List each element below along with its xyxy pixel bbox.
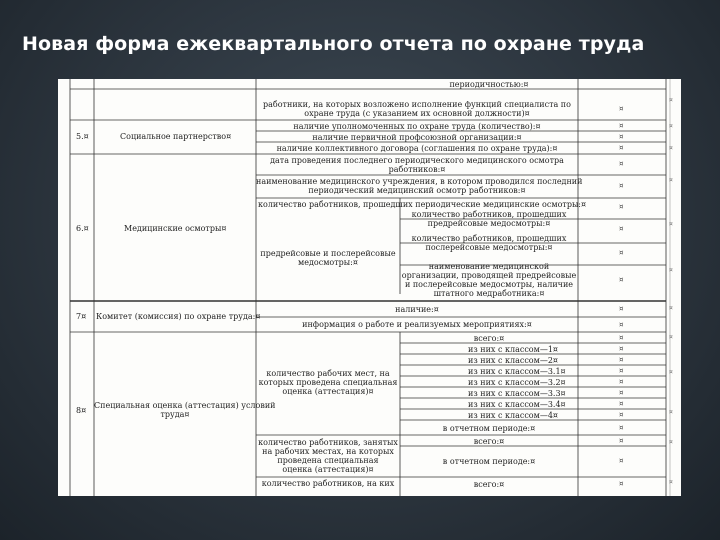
right-margin-mark: ¤ [669,409,673,416]
sec7-number: 7¤ [76,312,87,321]
right-margin-mark: ¤ [669,305,673,312]
sec8-class-row: из них с классом—3.2¤ [468,378,566,387]
row-periodicity: периодичностью:¤ [449,80,529,89]
sec6-med-org-d: штатного медработника:¤ [433,289,545,298]
right-margin-mark: ¤ [669,267,673,274]
value-cell-mark: ¤ [619,160,624,168]
sec6-number: 6.¤ [76,224,89,233]
value-cell-mark: ¤ [619,305,624,313]
sec6-last-exam-date-a: дата проведения последнего периодического медицинского осмотра [270,156,564,165]
sec6-med-org-c: и послерейсовые медосмотры, наличие [404,280,574,289]
sec6-last-exam-date-b: работников:¤ [388,165,446,174]
sec8-class-row: из них с классом—3.4¤ [468,400,566,409]
sec5-number: 5.¤ [76,132,89,141]
sec6-pretrip-count-a: количество работников, прошедших [411,210,567,219]
sec8-workplaces-a: количество рабочих мест, на [266,369,390,378]
sec6-periodic-count: количество работников, прошедших периодические медицинские осмотры:¤ [258,200,587,209]
sec8-class-row: из них с классом—4¤ [468,411,559,420]
value-cell-mark: ¤ [619,133,624,141]
sec6-posttrip-count-a: количество работников, прошедших [411,234,567,243]
slide-title: Новая форма ежеквартального отчета по охране труда [22,33,645,55]
right-margin-mark: ¤ [669,369,673,376]
sec8-class-row: из них с классом—3.1¤ [468,367,566,376]
value-cell-mark: ¤ [619,334,624,342]
value-cell-mark: ¤ [619,389,624,397]
sec8-class-row: в отчетном периоде:¤ [442,424,536,433]
sec8-class-row: всего:¤ [473,334,505,343]
sec6-posttrip-count-b: послерейсовые медосмотры:¤ [425,243,553,252]
sec8-workers-c: проведена специальная [277,456,379,465]
sec8-class-row: из них с классом—1¤ [468,345,559,354]
value-cell-mark: ¤ [619,400,624,408]
value-cell-mark: ¤ [619,225,624,233]
sec8-workplaces-b: которых проведена специальная [258,378,398,387]
sec8-class-row: из них с классом—3.3¤ [468,389,566,398]
sec6-pretrip-count-b: предрейсовые медосмотры:¤ [427,219,551,228]
right-margin-mark: ¤ [669,221,673,228]
sec7-row: информация о работе и реализуемых мероприятиях:¤ [302,320,532,329]
right-margin-mark: ¤ [669,97,673,104]
sec8-workers2-row: всего:¤ [473,480,505,489]
sec8-name-a: Специальная оценка (аттестация) условий [94,401,276,410]
sec5-name: Социальное партнерство¤ [120,132,232,141]
sec8-class-row: из них с классом—2¤ [468,356,559,365]
sec8-name-b: труда¤ [160,410,190,419]
sec6-med-org-b: организации, проводящей предрейсовые [401,271,577,280]
right-margin-mark: ¤ [669,439,673,446]
sec8-workers-row: всего:¤ [473,437,505,446]
right-margin-mark: ¤ [669,123,673,130]
right-margin-mark: ¤ [669,334,673,341]
sec5-row: наличие первичной профсоюзной организации:¤ [312,133,522,142]
sec6-pre-post-trip-b: медосмотры:¤ [298,258,358,267]
right-margin-mark: ¤ [669,145,673,152]
sec7-name: Комитет (комиссия) по охране труда:¤ [96,312,261,321]
value-cell-mark: ¤ [619,367,624,375]
value-cell-mark: ¤ [619,457,624,465]
value-cell-mark: ¤ [619,345,624,353]
right-margin-mark: ¤ [669,177,673,184]
value-cell-mark: ¤ [619,437,624,445]
sec8-workers2-a: количество работников, на ких [261,479,395,488]
sec5-row: наличие коллективного договора (соглашения по охране труда):¤ [276,144,558,153]
sec8-number: 8¤ [76,406,87,415]
value-cell-mark: ¤ [619,203,624,211]
sec8-workers-row: в отчетном периоде:¤ [442,457,536,466]
sec6-med-org-a: наименование медицинской [428,262,550,271]
sec8-workplaces-c: оценка (аттестация)¤ [282,387,374,396]
value-cell-mark: ¤ [619,144,624,152]
value-cell-mark: ¤ [619,378,624,386]
sec7-row: наличие:¤ [395,305,439,314]
row-ot-specialist-b: охране труда (с указанием их основной должности)¤ [304,109,530,118]
sec5-row: наличие уполномоченных по охране труда (количество):¤ [293,122,541,131]
sec6-name: Медицинские осмотры¤ [124,224,227,233]
sec8-workers-d: оценка (аттестация)¤ [282,465,374,474]
sec6-med-institution-a: наименование медицинского учреждения, в котором проводился последний [256,177,583,186]
value-cell-mark: ¤ [619,182,624,190]
right-margin-mark: ¤ [669,479,673,486]
sec8-workers-b: на рабочих местах, на которых [262,447,394,456]
value-cell-mark: ¤ [619,276,624,284]
value-cell-mark: ¤ [619,424,624,432]
value-cell-mark: ¤ [619,356,624,364]
value-cell-mark: ¤ [619,122,624,130]
value-cell-mark: ¤ [619,321,624,329]
row-ot-specialist-a: работники, на которых возложено исполнение функций специалиста по [263,100,571,109]
value-cell-mark: ¤ [619,105,624,113]
value-cell-mark: ¤ [619,249,624,257]
sec8-workers-a: количество работников, занятых [258,438,398,447]
value-cell-mark: ¤ [619,480,624,488]
sec6-pre-post-trip-a: предрейсовые и послерейсовые [260,249,396,258]
report-form-document [58,79,681,496]
sec6-med-institution-b: периодический медицинский осмотр работников:¤ [308,186,526,195]
value-cell-mark: ¤ [619,411,624,419]
